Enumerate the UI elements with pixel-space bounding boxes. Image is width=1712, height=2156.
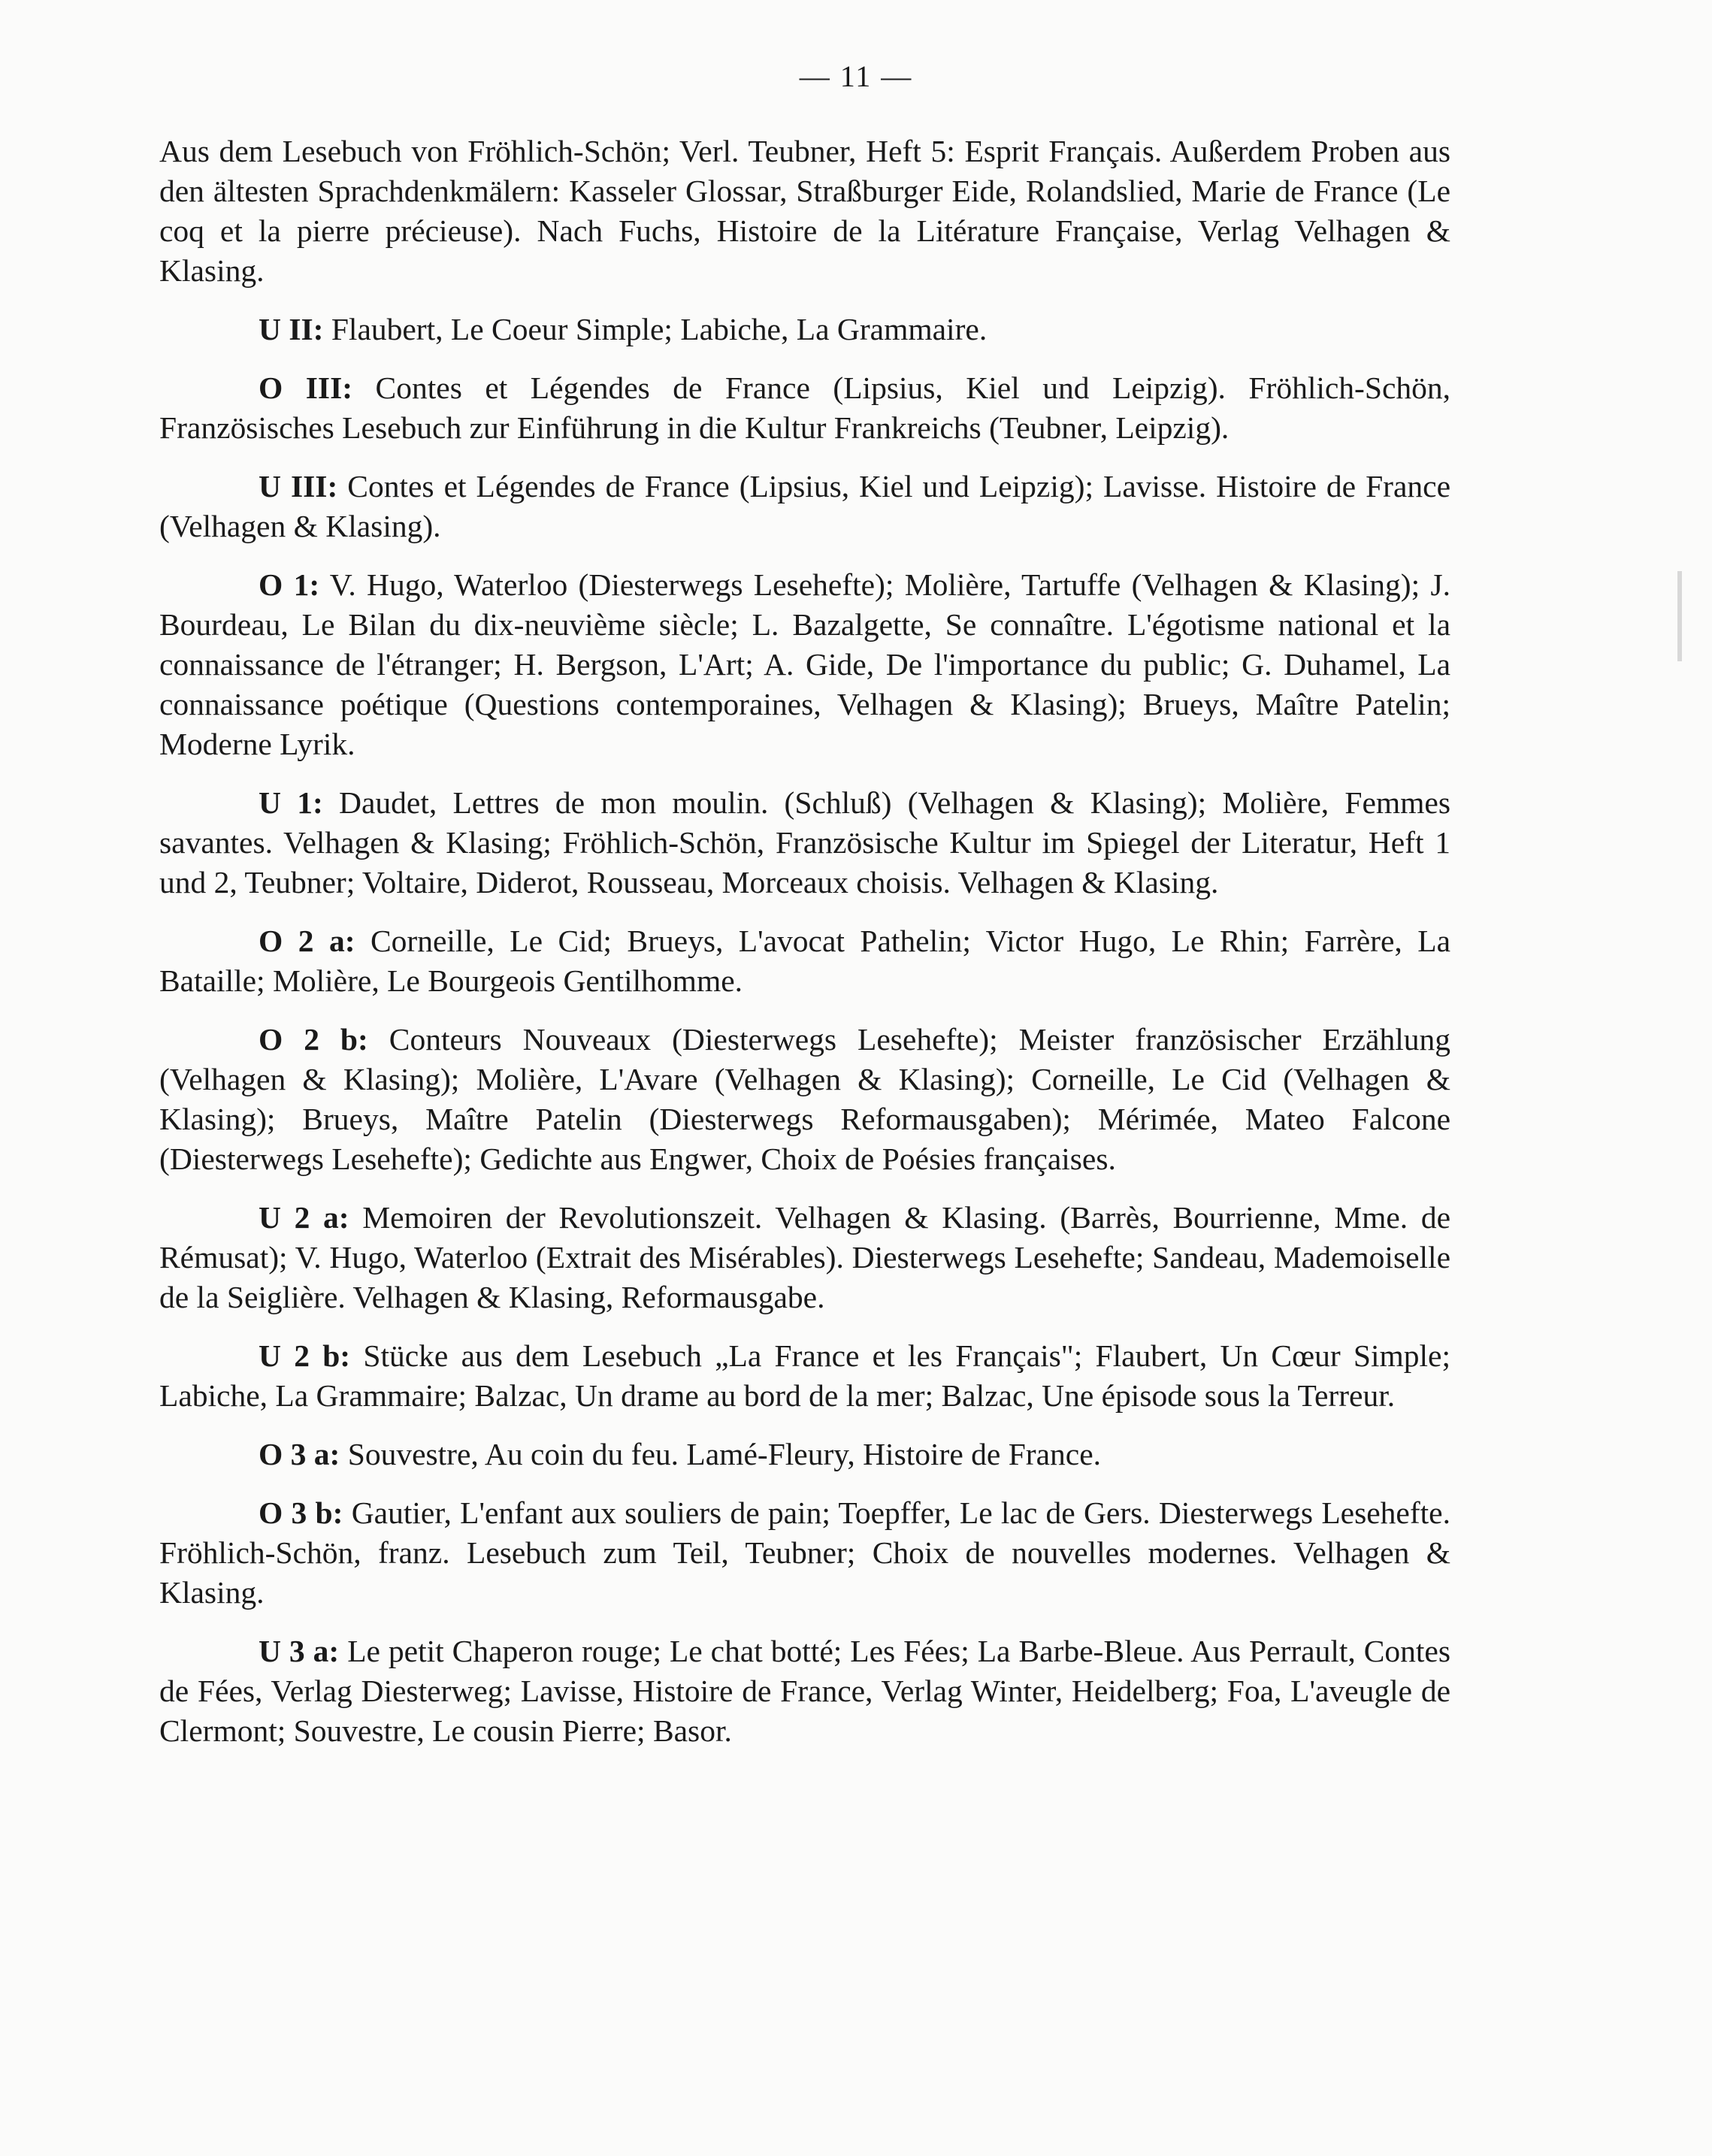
class-label: O 2 b: [259,1022,368,1057]
paragraph-u-1 [159,783,1450,903]
paragraph-text: V. Hugo, Waterloo (Diesterwegs Lesehefte); Molière, Tartuffe (Velhagen & Klasing); J. Bourdeau, Le Bilan du dix-neuvième siècle; L. Bazalgette, Se connaître. L'égotisme national et la connaissance de l'étranger; H. Bergson, L'Art; A. Gide, De l'importance du public; G. Duhamel, La connaissance poétique (Questions contemporaines, Velhagen & Klasing); Brueys, Maître Patelin; Moderne Lyrik. [159,567,1450,761]
paragraph-text: Memoiren der Revolutionszeit. Velhagen & Klasing. (Barrès, Bourrienne, Mme. de Rémusat); V. Hugo, Waterloo (Extrait des Misérables). Diesterwegs Lesehefte; Sandeau, Mademoiselle de la Seiglière. Velhagen & Klasing, Reformausgabe. [159,1200,1450,1314]
class-label: U 2 b: [259,1338,351,1373]
paragraph-o-iii [159,368,1450,448]
paragraph-u-ii [159,310,1450,349]
class-label: O 1: [259,567,320,602]
paragraph-text: Aus dem Lesebuch von Fröhlich-Schön; Verl. Teubner, Heft 5: Esprit Français. Außerdem Proben aus den ältesten Sprachdenkmälern: Kasseler Glossar, Straßburger Eide, Rolandslied, Marie de France (Le coq et la pierre précieuse). Nach Fuchs, Histoire de la Litérature Française, Verlag Velhagen & Klasing. [159,134,1450,288]
paragraph-text: Daudet, Lettres de mon moulin. (Schluß) (Velhagen & Klasing); Molière, Femmes savantes. Velhagen & Klasing; Fröhlich-Schön, Französische Kultur im Spiegel der Literatur, Heft 1 und 2, Teubner; Voltaire, Diderot, Rousseau, Morceaux choisis. Velhagen & Klasing. [159,785,1450,900]
paragraph-text: Corneille, Le Cid; Brueys, L'avocat Pathelin; Victor Hugo, Le Rhin; Farrère, La Bataille; Molière, Le Bourgeois Gentilhomme. [159,924,1450,998]
paragraph-text: Flaubert, Le Coeur Simple; Labiche, La Grammaire. [323,312,988,346]
class-label: O 2 a: [259,924,355,958]
paragraph-o-3b [159,1493,1450,1613]
paragraph-text: Stücke aus dem Lesebuch „La France et les Français"; Flaubert, Un Cœur Simple; Labiche, La Grammaire; Balzac, Un drame au bord de la mer; Balzac, Une épisode sous la Terreur. [159,1338,1451,1413]
paragraph-u-3a [159,1631,1450,1751]
page-number: — 11 — [799,59,913,93]
class-label: U 1: [259,785,323,820]
class-label: O 3 b: [259,1495,343,1530]
paragraph-text: Le petit Chaperon rouge; Le chat botté; Les Fées; La Barbe-Bleue. Aus Perrault, Contes de Fées, Verlag Diesterweg; Lavisse, Histoire de France, Verlag Winter, Heidelberg; Foa, L'aveugle de Clermont; Souvestre, Le cousin Pierre; Basor. [159,1634,1451,1748]
class-label: O 3 a: [259,1437,340,1471]
paragraph-text: Contes et Légendes de France (Lipsius, Kiel und Leipzig). Fröhlich-Schön, Französisches Lesebuch zur Einführung in die Kultur Frankreichs (Teubner, Leipzig). [159,370,1450,445]
class-label: U 2 a: [259,1200,349,1235]
paragraph-text: Conteurs Nouveaux (Diesterwegs Lesehefte); Meister französischer Erzählung (Velhagen & Klasing); Molière, L'Avare (Velhagen & Klasing); Corneille, Le Cid (Velhagen & Klasing); Brueys, Maître Patelin (Diesterwegs Reformausgaben); Mérimée, Mateo Falcone (Diesterwegs Lesehefte); Gedichte aus Engwer, Choix de Poésies françaises. [159,1022,1451,1176]
paragraph-u-iii [159,467,1450,546]
paragraph-intro [159,132,1450,291]
body-text [159,132,1450,1770]
paragraph-o-2b [159,1020,1450,1179]
paragraph-text: Gautier, L'enfant aux souliers de pain; Toepffer, Le lac de Gers. Diesterwegs Lesehefte. Fröhlich-Schön, franz. Lesebuch zum Teil, Teubner; Choix de nouvelles modernes. Velhagen & Klasing. [159,1495,1450,1610]
paragraph-o-1 [159,565,1450,764]
class-label: O III: [259,370,353,405]
paragraph-o-2a [159,921,1450,1001]
paragraph-o-3a [159,1435,1450,1474]
paragraph-u-2b [159,1336,1450,1416]
paragraph-text: Contes et Légendes de France (Lipsius, Kiel und Leipzig); Lavisse. Histoire de France (Velhagen & Klasing). [159,469,1450,543]
paragraph-u-2a [159,1198,1450,1317]
class-label: U II: [259,312,324,346]
paragraph-text: Souvestre, Au coin du feu. Lamé-Fleury, Histoire de France. [340,1437,1101,1471]
page-edge-mark [1677,571,1682,661]
class-label: U III: [259,469,338,503]
class-label: U 3 a: [259,1634,340,1668]
